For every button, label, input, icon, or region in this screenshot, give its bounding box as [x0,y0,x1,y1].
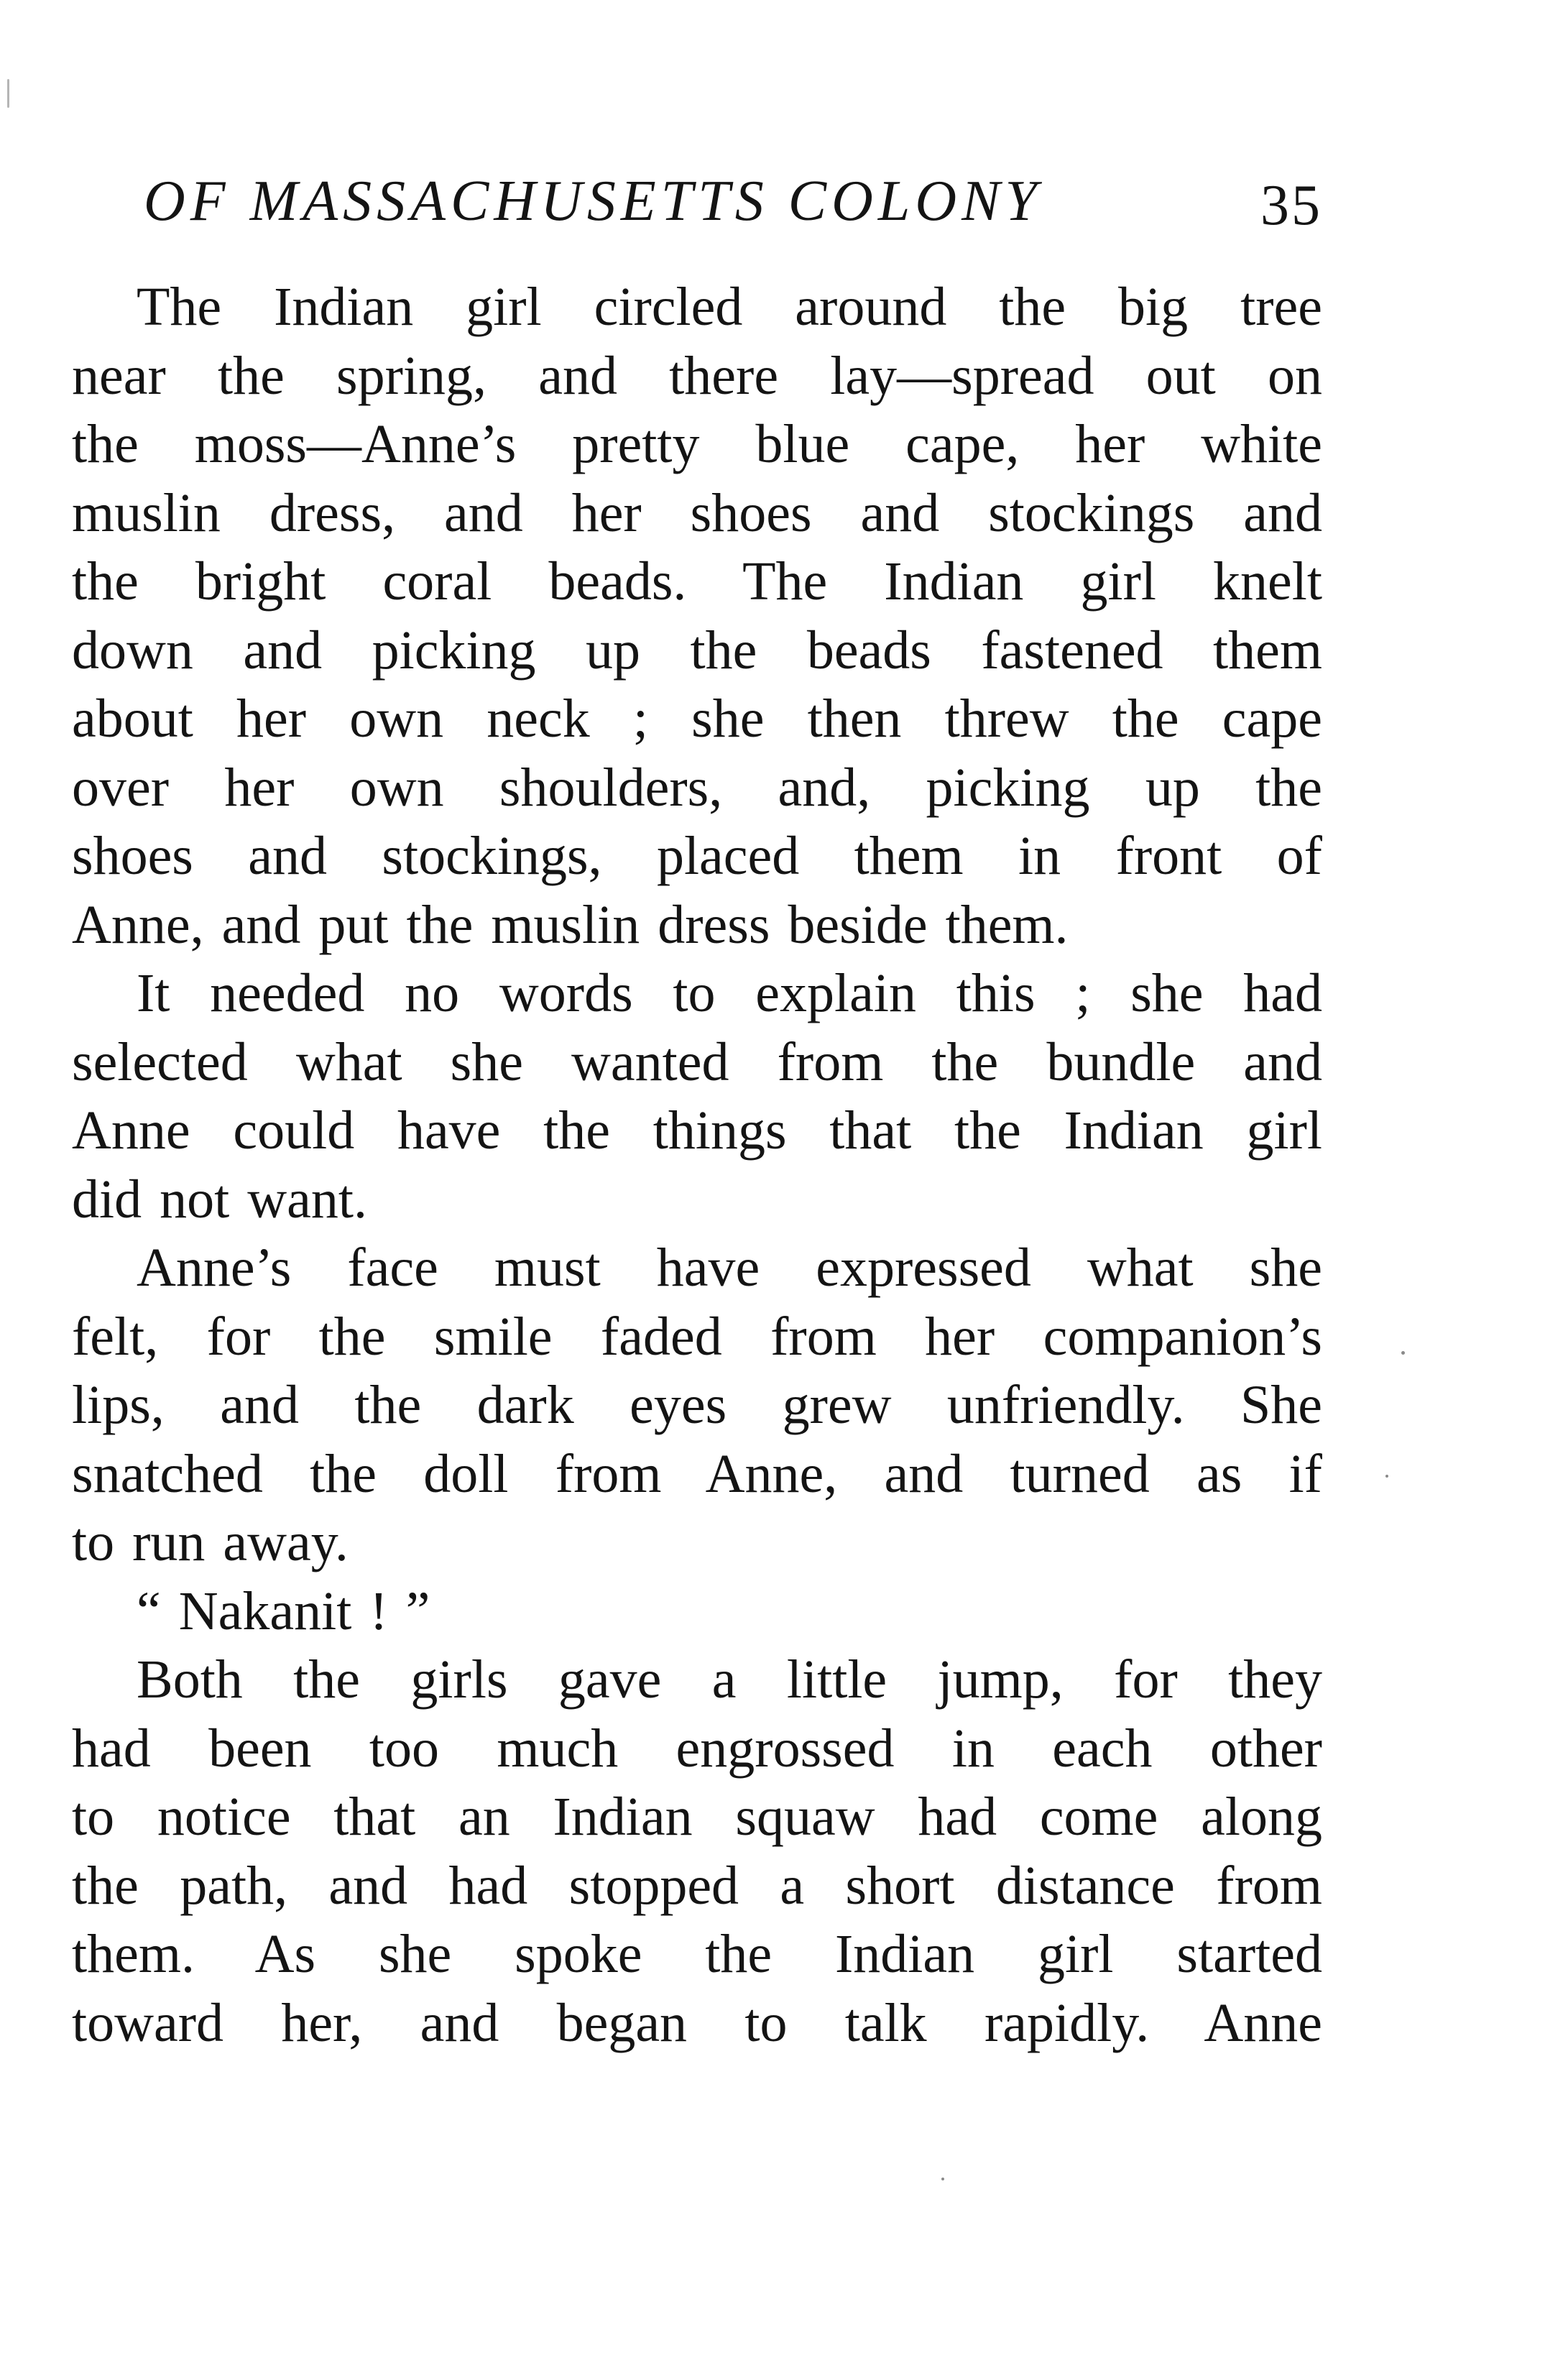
text-line: near the spring, and there lay—spread out on [72,345,1322,406]
page-number: 35 [1260,174,1322,237]
text-line: them. As she spoke the Indian girl started [72,1924,1322,1984]
text-line: lips, and the dark eyes grew unfriendly. She [72,1375,1322,1435]
text-line: muslin dress, and her shoes and stockings and [72,482,1322,543]
text-line: the path, and had stopped a short distance from [72,1855,1322,1916]
text-line: The Indian girl circled around the big tree [137,277,1322,337]
text-line: shoes and stockings, placed them in front of [72,826,1322,886]
text-line: the moss—Anne’s pretty blue cape, her white [72,414,1322,474]
text-line: selected what she wanted from the bundle and [72,1031,1322,1092]
paper-speck [941,2178,944,2180]
text-line: about her own neck ; she then threw the cape [72,688,1322,749]
text-line: toward her, and began to talk rapidly. Anne [72,1992,1322,2053]
text-line: the bright coral beads. The Indian girl knelt [72,551,1322,612]
text-line: “ Nakanit ! ” [137,1580,430,1641]
text-line: down and picking up the beads fastened them [72,619,1322,681]
text-line: did not want. [72,1169,367,1230]
paper-speck [7,79,9,108]
text-line: snatched the doll from Anne, and turned as if [72,1443,1322,1504]
text-line: Both the girls gave a little jump, for they [137,1649,1322,1710]
text-line: It needed no words to explain this ; she had [137,963,1322,1023]
text-line: to run away. [72,1512,349,1572]
body-text [72,273,1322,2058]
text-line: had been too much engrossed in each other [72,1718,1322,1779]
running-title: OF MASSACHUSETTS COLONY [144,170,1043,233]
paper-speck [1385,1475,1388,1478]
page-header [144,158,1322,244]
text-line: felt, for the smile faded from her companion’s [72,1306,1322,1367]
text-line: Anne could have the things that the Indian girl [72,1100,1322,1161]
paper-speck [1401,1351,1405,1355]
text-line: Anne, and put the muslin dress beside them. [72,894,1069,955]
text-line: Anne’s face must have expressed what she [137,1238,1322,1298]
text-line: over her own shoulders, and, picking up the [72,757,1322,818]
text-line: to notice that an Indian squaw had come along [72,1787,1322,1847]
